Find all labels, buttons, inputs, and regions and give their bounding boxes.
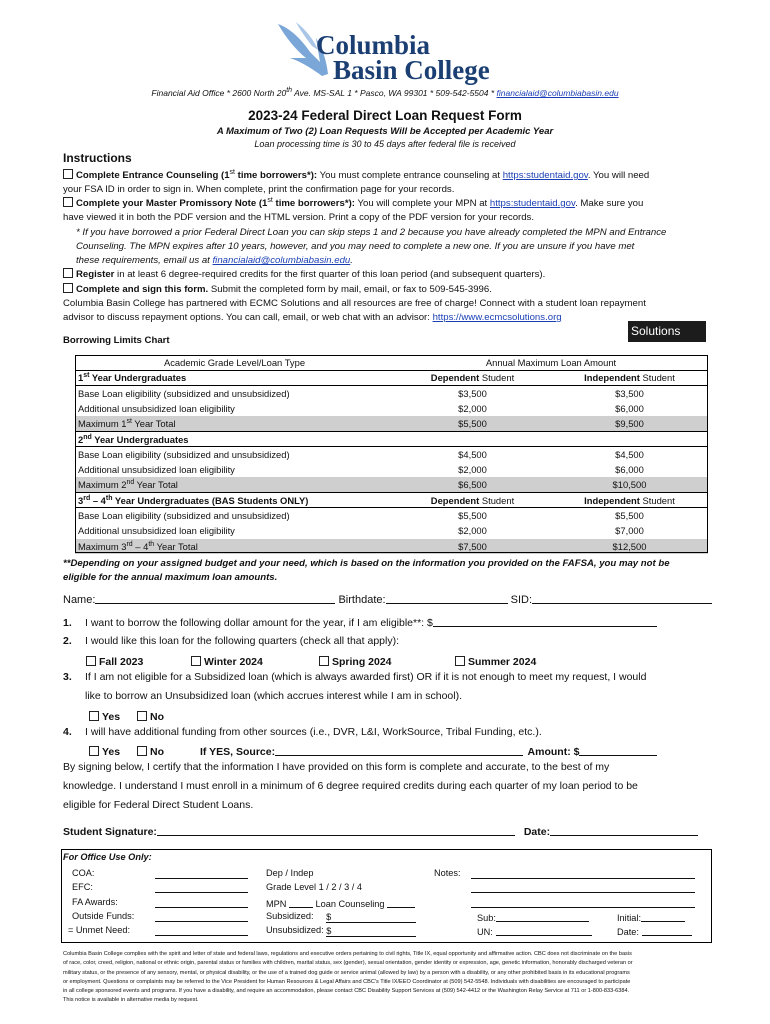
dependent-header-2: Dependent Student [394,493,551,508]
quarter-option-spring[interactable]: Spring 2024 [319,652,392,670]
y2-dep-additional: $2,000 [458,464,487,476]
college-name-line1: Columbia [316,30,431,60]
base-eligibility-label: Base Loan eligibility (subsidized and unsubsidized) [75,386,394,401]
unsubsidized-field[interactable]: $ [326,926,416,937]
certification-line2: knowledge. I understand I must enroll in a minimum of 6 degree required credits during each quarter of my loan period to be [63,780,638,792]
table-row [75,508,708,523]
birthdate-field[interactable] [386,593,508,604]
prior-borrower-note-line2: Counseling. The MPN expires after 10 years, however, and you may need to complete a new one. If you are unsure if you have met [76,241,635,252]
name-label: Name: [63,594,96,606]
outside-funds-field[interactable] [155,911,248,922]
unsubsidized-row: Unsubsidized: $ [266,925,416,937]
instruction-step-1: Complete Entrance Counseling (1st time borrowers*): You must complete entrance counseling at https:studentaid.gov. You will need [63,169,703,183]
dep-indep-label: Dep / Indep [266,868,314,878]
partner-line2: advisor to discuss repayment options. You can call, email, or web chat with an advisor: https://www.ecmcsolutions.org [63,312,562,323]
year3-heading: 3rd – 4th Year Undergraduates (BAS Students ONLY) [75,493,394,508]
y3-ind-total: $12,500 [551,539,708,554]
max2-label: Maximum 2nd Year Total [75,477,394,492]
y1-dep-total: $5,500 [394,416,551,431]
address-email-link[interactable]: financialaid@columbiabasin.edu [496,88,619,98]
y3-ind-base: $5,500 [551,508,708,523]
step2-checkbox[interactable] [63,197,73,207]
max1-label: Maximum 1st Year Total [75,416,394,431]
studentaid-link-2[interactable]: https:studentaid.gov [489,198,576,209]
college-name-line2: Basin College [333,55,490,85]
outside-funds-label: Outside Funds: [72,911,135,921]
ecmc-solutions-link[interactable]: https://www.ecmcsolutions.org [432,312,562,323]
q4-yes-option[interactable]: Yes [89,742,120,760]
table-header-row [75,355,708,370]
table-row [75,370,708,385]
y3-dep-total: $7,500 [394,539,551,554]
initial-field[interactable] [641,911,685,922]
funding-source-row: If YES, Source: Amount: $ [200,742,657,760]
y2-dep-base: $4,500 [394,447,551,462]
q3-no-option[interactable]: No [137,707,164,725]
office-date-field[interactable] [642,925,692,936]
y3-dep-additional: $2,000 [458,525,487,537]
step1-checkbox[interactable] [63,169,73,179]
borrowing-limits-heading: Borrowing Limits Chart [63,335,170,346]
instruction-step-2: Complete your Master Promissory Note (1st time borrowers*): You will complete your MPN at https:studentaid.gov. Make sure you [63,197,703,211]
notes-field-1[interactable] [471,868,695,879]
subsidized-field[interactable]: $ [326,912,416,923]
additional-eligibility-label: Additional unsubsidized loan eligibility [78,403,235,415]
dependent-header: Dependent Student [430,372,515,384]
office-address: Financial Aid Office * 2600 North 20th Ave. MS-SAL 1 * Pasco, WA 99301 * 509-542-5504 * financialaid@columbiabasin.edu [151,87,619,98]
instruction-step-4: Complete and sign this form. Submit the completed form by mail, email, or fax to 509-545-3996. [63,283,703,297]
office-use-heading: For Office Use Only: [63,852,152,862]
form-subtitle: A Maximum of Two (2) Loan Requests Will be Accepted per Academic Year [216,126,554,137]
unmet-need-label: = Unmet Need: [68,925,131,935]
instruction-step-3: Register in at least 6 degree-required credits for the first quarter of this loan period (and subsequent quarters). [63,268,703,282]
notes-field-3[interactable] [471,897,695,908]
prior-borrower-note-line3: these requirements, email us at financialaid@columbiabasin.edu. [76,255,353,266]
step3-checkbox[interactable] [63,268,73,278]
borrowing-limits-table [75,355,708,554]
signature-date-field[interactable] [550,825,698,836]
max3-label: Maximum 3rd – 4th Year Total [75,539,394,554]
processing-time-note: Loan processing time is 30 to 45 days after federal file is received [254,139,516,149]
question-1: 1. I want to borrow the following dollar amount for the year, if I am eligible**: $ [63,614,713,633]
table-row [75,523,708,538]
fa-awards-label: FA Awards: [72,897,118,907]
grade-level-label: Grade Level 1 / 2 / 3 / 4 [266,882,363,892]
y1-ind-base: $3,500 [551,386,708,401]
quarter-option-fall[interactable]: Fall 2023 [86,652,143,670]
instructions-heading: Instructions [63,151,132,165]
quarter-option-summer[interactable]: Summer 2024 [455,652,536,670]
y2-ind-additional: $6,000 [615,464,644,476]
y2-ind-total: $10,500 [551,477,708,492]
y2-ind-base: $4,500 [551,447,708,462]
studentaid-link-1[interactable]: https:studentaid.gov [502,170,588,181]
funding-source-field[interactable] [275,745,523,756]
instruction-step-2-line2: have viewed it in both the PDF version and the HTML version. Print a copy of the PDF version for your records. [63,212,535,223]
table-row [75,431,708,446]
y3-dep-base: $5,500 [394,508,551,523]
table-row [75,462,708,477]
note-email-link[interactable]: financialaid@columbiabasin.edu [212,255,351,266]
y3-ind-additional: $7,000 [615,525,644,537]
unmet-need-field[interactable] [155,925,248,936]
signature-field[interactable] [157,825,515,836]
year1-heading: 1st Year Undergraduates [78,372,187,384]
instruction-step-1-line2: your FSA ID in order to sign in. When complete, print the confirmation page for your records. [63,184,455,195]
table-row [75,416,708,431]
base-eligibility-label: Base Loan eligibility (subsidized and unsubsidized) [75,447,394,462]
loan-amount-footnote: **Depending on your assigned budget and your need, which is based on the information you provided on the FAFSA, you may not be eligible for the annual maximum loan amounts. [63,558,670,583]
certification-line3: eligible for Federal Direct Student Loans. [63,799,254,811]
y1-dep-base: $3,500 [394,386,551,401]
sub-field[interactable] [496,911,589,922]
base-eligibility-label: Base Loan eligibility (subsidized and unsubsidized) [75,508,394,523]
notes-label: Notes: [434,868,461,878]
un-row: UN: [477,925,592,937]
certification-line1: By signing below, I certify that the information I have provided on this form is complete and accurate, to the best of my [63,761,610,773]
q4-no-option[interactable]: No [137,742,164,760]
subsidized-row: Subsidized: $ [266,911,416,923]
independent-header-2: Independent Student [551,493,708,508]
y1-ind-additional: $6,000 [615,403,644,415]
mpn-row: MPN Loan Counseling [266,897,415,909]
loan-amount-field[interactable] [433,616,657,627]
col-amount-header: Annual Maximum Loan Amount [394,355,708,370]
signature-label: Student Signature: [63,826,157,838]
sid-label: SID: [510,594,533,606]
table-row [75,447,708,462]
efc-field[interactable] [155,882,248,893]
table-row [75,539,708,554]
independent-header: Independent Student [584,372,675,384]
coa-field[interactable] [155,868,248,879]
initial-row: Initial: [617,911,685,923]
un-field[interactable] [496,925,592,936]
quarter-option-winter[interactable]: Winter 2024 [191,652,263,670]
office-date-row: Date: [617,925,692,937]
table-row [75,386,708,401]
sid-field[interactable] [532,593,712,604]
year2-heading: 2nd Year Undergraduates [75,431,708,446]
question-3-line2: like to borrow an Unsubsidized loan (which accrues interest while I am in school). [85,690,463,702]
col-grade-header: Academic Grade Level/Loan Type [75,355,394,370]
birthdate-label: Birthdate: [338,594,386,606]
signature-date-label: Date: [523,826,551,838]
table-row [75,477,708,492]
signature-row [63,825,698,838]
question-3: 3. If I am not eligible for a Subsidized loan (which is always awarded first) OR if it is not enough to meet my request, I would [63,671,647,683]
y1-ind-total: $9,500 [551,416,708,431]
y2-dep-total: $6,500 [394,477,551,492]
fa-awards-field[interactable] [155,897,248,908]
coa-label: COA: [72,868,95,878]
funding-amount-field[interactable] [579,745,657,756]
efc-label: EFC: [72,882,93,892]
table-row [75,401,708,416]
form-title: 2023-24 Federal Direct Loan Request Form [248,108,522,123]
question-4: 4. I will have additional funding from other sources (i.e., DVR, L&I, WorkSource, Tribal Funding, etc.). [63,726,542,738]
question-2: 2. I would like this loan for the following quarters (check all that apply): [63,635,399,647]
sub-row: Sub: [477,911,589,923]
nondiscrimination-disclaimer: Columbia Basin College complies with the spirit and letter of state and federal laws, regulations and executive orders pertaining to civil rights, Title IX, equal opportunity and affirmative action. CBC does not discriminate on the basis of race, color, creed, religion, national or ethnic origin, parental status or families with children, marital status, sex (gender), sexual orientation, gender identity or expression, age, genetic information, honorably discharged veteran or military status, or the presence of any sensory, mental, or physical disability, or the use of a trained dog guide or service animal (allowed by law) by a person with a disability, or any other prohibited basis in its educational programs or employment. Questions or complaints may be referred to the Vice President for Human Resources & Legal Affairs and CBC's Title IX/EEO Coordinator at (509) 542-5548. Individuals with disabilities are encouraged to participate in all college sponsored events and programs. If you have a disability, and require an accommodation, please contact CBC Disability Support Services at (509) 542-4412 or the Washington Relay Service at 711 or 1-800-833-6384. This notice is available in alternative media by request. [63,951,633,1004]
ecmc-solutions-logo: Solutions [628,321,706,342]
partner-line1: Columbia Basin College has partnered with ECMC Solutions and all resources are free of charge! Connect with a student loan repayment [63,298,646,309]
prior-borrower-note-line1: * If you have borrowed a prior Federal Direct Loan you can skip steps 1 and 2 because you have already completed the MPN and Entrance [76,227,667,238]
additional-eligibility-label: Additional unsubsidized loan eligibility [78,464,235,476]
notes-field-2[interactable] [471,882,695,893]
y1-dep-additional: $2,000 [458,403,487,415]
table-row [75,493,708,508]
additional-eligibility-label: Additional unsubsidized loan eligibility [78,525,235,537]
student-info-row [63,593,712,606]
step4-checkbox[interactable] [63,283,73,293]
name-field[interactable] [95,593,335,604]
q3-yes-option[interactable]: Yes [89,707,120,725]
